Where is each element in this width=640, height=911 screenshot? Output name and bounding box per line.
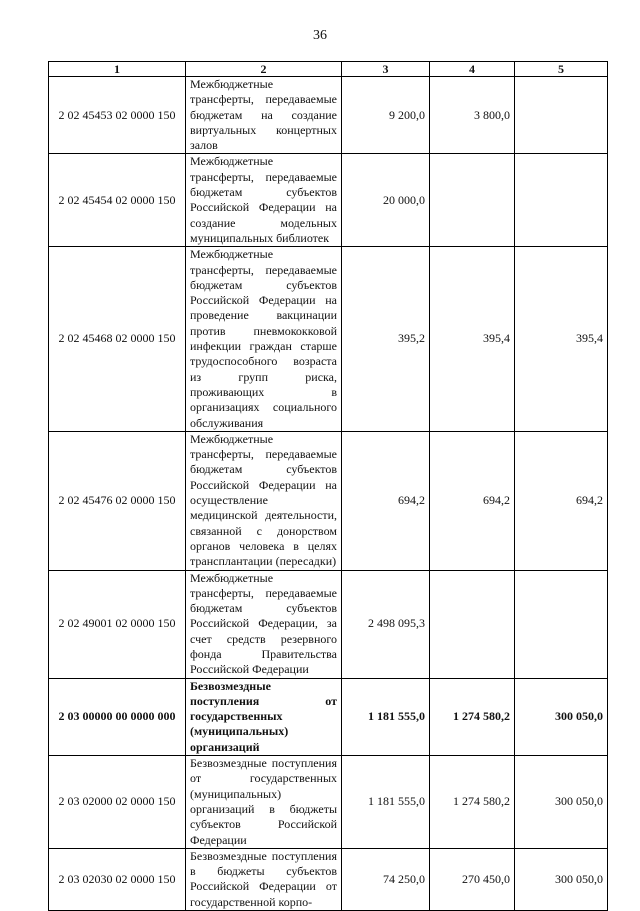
row-description: Межбюджетные трансферты, передаваемые бюджетам субъектов Российской Федерации на создание модельных муниципальных библиотек bbox=[186, 154, 342, 247]
row-amount-col4: 270 450,0 bbox=[430, 848, 515, 910]
row-description: Безвозмездные поступления от государственных (муниципальных) организаций в бюджеты субъектов Российской Федерации bbox=[186, 756, 342, 849]
row-description: Межбюджетные трансферты, передаваемые бюджетам субъектов Российской Федерации на осуществление медицинской деятельности, связанной с донорством органов человека в целях трансплантации (пересадки) bbox=[186, 431, 342, 570]
header-col-2: 2 bbox=[186, 62, 342, 77]
row-amount-col5 bbox=[515, 154, 608, 247]
header-col-4: 4 bbox=[430, 62, 515, 77]
row-description: Межбюджетные трансферты, передаваемые бюджетам субъектов Российской Федерации на проведение вакцинации против пневмококковой инфекции граждан старше трудоспособного возраста из групп риска, проживающих в организациях социального обслуживания bbox=[186, 247, 342, 432]
row-description: Межбюджетные трансферты, передаваемые бюджетам на создание виртуальных концертных залов bbox=[186, 77, 342, 154]
row-description: Межбюджетные трансферты, передаваемые бюджетам субъектов Российской Федерации, за счет средств резервного фонда Правительства Российской Федерации bbox=[186, 570, 342, 678]
row-amount-col3: 2 498 095,3 bbox=[342, 570, 430, 678]
row-amount-col5: 395,4 bbox=[515, 247, 608, 432]
table-header-row bbox=[49, 62, 608, 77]
row-amount-col4: 3 800,0 bbox=[430, 77, 515, 154]
row-amount-col3: 9 200,0 bbox=[342, 77, 430, 154]
row-amount-col4 bbox=[430, 154, 515, 247]
row-code: 2 03 00000 00 0000 000 bbox=[49, 678, 186, 755]
table-row bbox=[49, 678, 608, 755]
row-description: Безвозмездные поступления в бюджеты субъектов Российской Федерации от государственной корпо- bbox=[186, 848, 342, 910]
header-col-5: 5 bbox=[515, 62, 608, 77]
row-amount-col5 bbox=[515, 570, 608, 678]
header-col-1: 1 bbox=[49, 62, 186, 77]
row-code: 2 02 45453 02 0000 150 bbox=[49, 77, 186, 154]
row-amount-col4: 1 274 580,2 bbox=[430, 756, 515, 849]
row-code: 2 03 02030 02 0000 150 bbox=[49, 848, 186, 910]
row-code: 2 02 49001 02 0000 150 bbox=[49, 570, 186, 678]
row-code: 2 02 45476 02 0000 150 bbox=[49, 431, 186, 570]
table-row bbox=[49, 431, 608, 570]
row-amount-col4: 395,4 bbox=[430, 247, 515, 432]
table-row bbox=[49, 247, 608, 432]
row-code: 2 02 45468 02 0000 150 bbox=[49, 247, 186, 432]
table-row bbox=[49, 77, 608, 154]
row-amount-col3: 74 250,0 bbox=[342, 848, 430, 910]
budget-table bbox=[48, 61, 608, 911]
table-row bbox=[49, 756, 608, 849]
row-amount-col3: 395,2 bbox=[342, 247, 430, 432]
row-code: 2 02 45454 02 0000 150 bbox=[49, 154, 186, 247]
page-number: 36 bbox=[313, 28, 327, 43]
table-row bbox=[49, 154, 608, 247]
row-amount-col4: 1 274 580,2 bbox=[430, 678, 515, 755]
row-amount-col5: 300 050,0 bbox=[515, 848, 608, 910]
row-code: 2 03 02000 02 0000 150 bbox=[49, 756, 186, 849]
row-amount-col5 bbox=[515, 77, 608, 154]
row-amount-col5: 300 050,0 bbox=[515, 756, 608, 849]
row-amount-col5: 300 050,0 bbox=[515, 678, 608, 755]
row-amount-col3: 694,2 bbox=[342, 431, 430, 570]
row-amount-col3: 1 181 555,0 bbox=[342, 756, 430, 849]
table-row bbox=[49, 570, 608, 678]
row-description: Безвозмездные поступления от государственных (муниципальных) организаций bbox=[186, 678, 342, 755]
header-col-3: 3 bbox=[342, 62, 430, 77]
row-amount-col4 bbox=[430, 570, 515, 678]
row-amount-col5: 694,2 bbox=[515, 431, 608, 570]
row-amount-col3: 1 181 555,0 bbox=[342, 678, 430, 755]
table-row bbox=[49, 848, 608, 910]
row-amount-col4: 694,2 bbox=[430, 431, 515, 570]
row-amount-col3: 20 000,0 bbox=[342, 154, 430, 247]
